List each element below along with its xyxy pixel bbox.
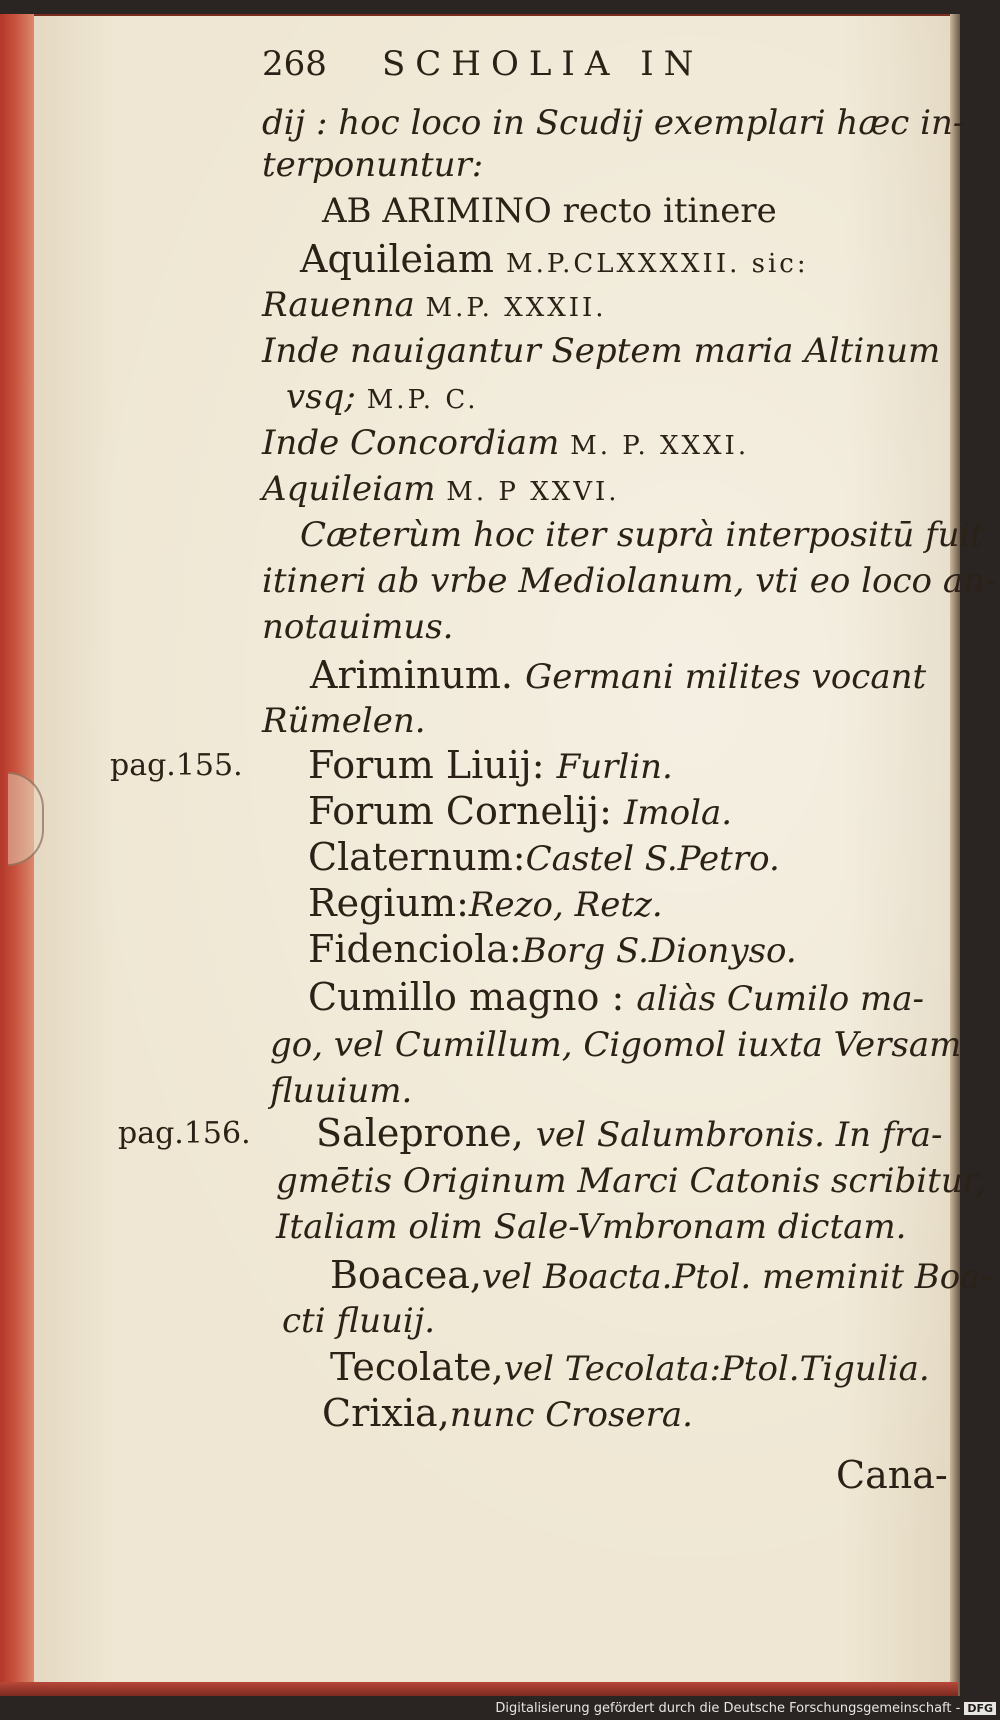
lemma: Crixia,: [322, 1391, 450, 1435]
margin-note-pag156: pag.156.: [118, 1116, 251, 1151]
gloss: Furlin.: [556, 747, 673, 787]
lemma: Boacea,: [330, 1253, 482, 1297]
text-line-29: [322, 1392, 693, 1436]
text-line-25: Italiam olim Sale-Vmbronam dictam.: [276, 1207, 907, 1247]
bottom-page-edge: [0, 1682, 958, 1696]
running-header: [262, 44, 822, 84]
text-line-5: [262, 284, 607, 329]
lemma: Saleprone,: [316, 1111, 536, 1155]
text-line-16: [308, 790, 732, 834]
text-line-12: notauimus.: [262, 607, 454, 647]
place-name: Rauenna: [262, 285, 426, 325]
credit-text: Digitalisierung gefördert durch die Deutsche Forschungsgemeinschaft -: [495, 1701, 961, 1716]
margin-note-pag155: pag.155.: [110, 748, 243, 783]
text-line-6: Inde nauigantur Septem maria Altinum: [262, 331, 941, 371]
lemma: Cumillo magno :: [308, 975, 637, 1019]
text-line-4: [300, 238, 809, 285]
lemma: Tecolate,: [330, 1345, 504, 1389]
lemma: Claternum:: [308, 835, 526, 879]
text-line-26: [330, 1254, 992, 1298]
text-line-8: [262, 422, 749, 467]
lemma: Ariminum.: [310, 653, 526, 697]
gloss: vel Tecolata:Ptol.Tigulia.: [503, 1349, 930, 1389]
text-line-20: [308, 976, 924, 1020]
distance: M.P. C.: [366, 385, 479, 415]
text-line-7: [286, 376, 479, 421]
text-line-19: [308, 928, 797, 972]
text-line-17: [308, 836, 780, 880]
gloss: nunc Crosera.: [449, 1395, 693, 1435]
text-line-14: Rümelen.: [262, 701, 426, 741]
distance: M. P. XXXI.: [570, 431, 750, 461]
place-name: Inde Concordiam: [262, 423, 571, 463]
distance: M.P. XXXII.: [425, 293, 607, 323]
gloss: Germani milites vocant: [525, 657, 927, 697]
text-fragment: vsq;: [286, 377, 367, 417]
text-line-1: dij : hoc loco in Scudij exemplari hæc in-: [262, 103, 965, 143]
gloss: vel Boacta.Ptol. meminit Boa-: [481, 1257, 992, 1297]
gloss: Castel S.Petro.: [525, 839, 780, 879]
distance: M. P XXVI.: [446, 477, 620, 507]
gloss: vel Salumbronis. In fra-: [535, 1115, 943, 1155]
text-line-28: [330, 1346, 930, 1390]
text-line-18: [308, 882, 663, 926]
page-number: 268: [262, 44, 327, 84]
text-line-15: [308, 744, 673, 788]
gloss: Imola.: [623, 793, 733, 833]
running-title: SCHOLIA IN: [382, 44, 704, 84]
gloss: Rezo, Retz.: [468, 885, 663, 925]
text-line-13: [310, 654, 926, 698]
page-fore-edge: [950, 14, 960, 1696]
text-line-2: terponuntur:: [262, 145, 484, 185]
digitization-credit: [495, 1701, 996, 1716]
dfg-logo: DFG: [964, 1702, 996, 1715]
catchword: Cana-: [836, 1453, 948, 1497]
text-line-3: AB ARIMINO recto itinere: [322, 191, 777, 231]
place-name: Aquileiam: [300, 237, 506, 281]
text-line-24: gmētis Originum Marci Catonis scribitur,: [276, 1161, 987, 1201]
distance: M.P.CLXXXXII. sic:: [505, 249, 809, 279]
text-line-27: cti fluuij.: [282, 1301, 436, 1341]
lemma: Fidenciola:: [308, 927, 522, 971]
text-line-10: Cæterùm hoc iter suprà interpositū fuit: [300, 515, 985, 555]
place-name: Aquileiam: [262, 469, 447, 509]
text-line-21: go, vel Cumillum, Cigomol iuxta Versam: [270, 1025, 962, 1065]
gloss: Borg S.Dionyso.: [521, 931, 797, 971]
text-line-9: [262, 468, 620, 513]
lemma: Forum Cornelij:: [308, 789, 624, 833]
text-line-11: itineri ab vrbe Mediolanum, vti eo loco an-: [262, 561, 997, 601]
text-line-22: fluuium.: [270, 1071, 413, 1111]
lemma: Forum Liuij:: [308, 743, 557, 787]
gloss: aliàs Cumilo ma-: [636, 979, 925, 1019]
lemma: Regium:: [308, 881, 469, 925]
text-line-23: [316, 1112, 942, 1156]
